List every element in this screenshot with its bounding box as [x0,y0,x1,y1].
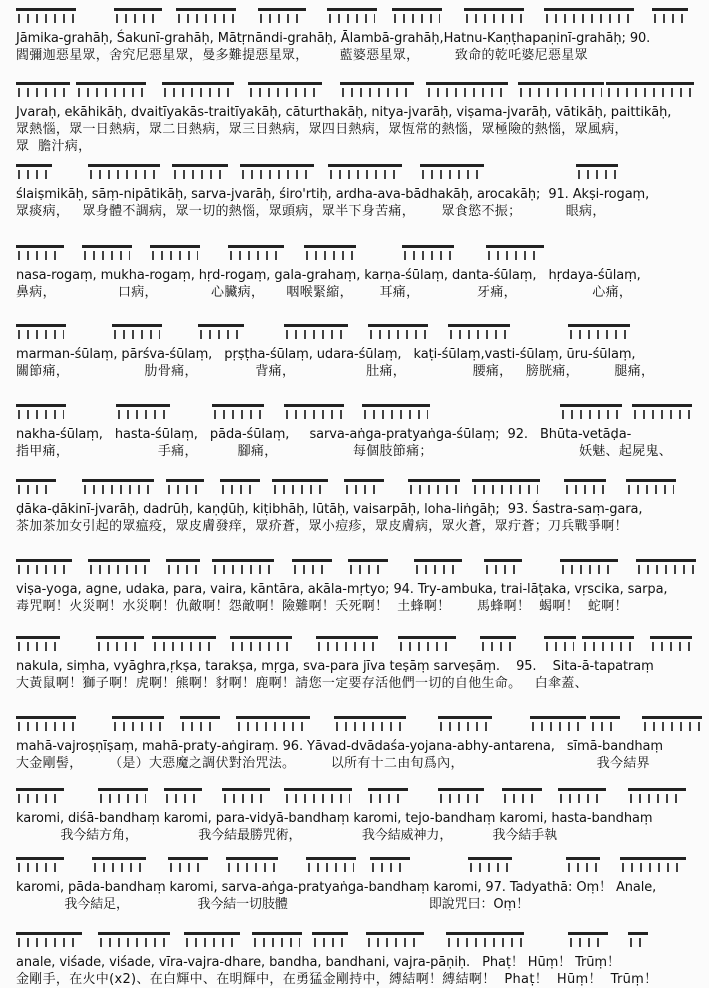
siddham-glyph-word [98,932,170,951]
siddham-glyph-word [236,716,310,735]
siddham-glyph-word [628,788,686,807]
chinese-translation-line: 指甲痛， 手痛， 腳痛， 每個肢節痛； 妖魅、起屍鬼、 [16,444,673,459]
transliteration-line: marman-śūlaṃ, pārśva-śūlaṃ, pṛṣṭha-śūlaṃ, udara-śūlaṃ, kaṭi-śūlaṃ,vasti-śūlaṃ, ūru-śūlaṃ, [16,347,636,362]
siddham-glyph-word [116,404,170,423]
siddham-glyph-word [184,932,240,951]
siddham-glyph-word [230,636,292,655]
siddham-glyph-word [327,8,377,27]
siddham-glyph-word [176,8,236,27]
siddham-glyph-word [284,404,344,423]
siddham-glyph-word [560,559,618,578]
siddham-glyph-word [448,324,510,343]
siddham-glyph-word [334,716,406,735]
siddham-script-line [16,475,698,501]
siddham-glyph-word [16,324,66,343]
siddham-glyph-word [82,479,154,498]
siddham-script-line [16,320,698,346]
verse-stanza [16,475,698,535]
verse-stanza [16,784,698,844]
transliteration-line: mahā-vajroṣṇīṣaṃ, mahā-praty-aṅgiraṃ. 96. Yāvad-dvādaśa-yojana-abhy-antarena, sīmā-bandhaṃ [16,739,663,754]
siddham-glyph-word [112,716,164,735]
siddham-glyph-word [650,636,692,655]
siddham-glyph-word [632,404,692,423]
siddham-glyph-word [402,245,454,264]
siddham-glyph-word [272,479,328,498]
siddham-glyph-word [226,857,278,876]
transliteration-line: ḍāka-ḍākinī-jvarāḥ, dadrūḥ, kaṇḍūḥ, kiṭibhāḥ, lūtāḥ, vaisarpāḥ, loha-liṅgāḥ; 93. Śastra-saṃ-gara, [16,502,643,517]
transliteration-line: viṣa-yoga, agne, udaka, para, vaira, kāntāra, akāla-mṛtyo; 94. Try-ambuka, trai-lāṭaka, vṛscika, sarpa, [16,582,668,597]
siddham-glyph-word [258,8,306,27]
siddham-glyph-word [392,8,442,27]
siddham-glyph-word [252,932,302,951]
siddham-glyph-word [438,716,492,735]
siddham-script-line [16,712,698,738]
siddham-glyph-word [240,164,314,183]
siddham-glyph-word [582,636,634,655]
siddham-glyph-word [464,8,524,27]
siddham-glyph-word [228,245,284,264]
siddham-glyph-word [530,716,586,735]
siddham-glyph-word [212,404,264,423]
siddham-glyph-word [92,857,146,876]
siddham-glyph-word [370,857,410,876]
siddham-glyph-word [164,788,202,807]
verse-stanza [16,320,698,380]
siddham-script-line [16,632,698,658]
siddham-glyph-word [626,479,676,498]
siddham-glyph-word [16,164,52,183]
siddham-glyph-word [518,82,604,101]
siddham-glyph-word [112,324,162,343]
transliteration-line: 我今結足， 我今結一切肢體 即說咒曰：Oṃ！ [16,897,529,912]
siddham-glyph-word [284,788,352,807]
siddham-glyph-word [16,559,72,578]
siddham-glyph-word [344,479,384,498]
siddham-glyph-word [212,559,274,578]
siddham-glyph-word [166,479,204,498]
siddham-glyph-word [566,857,600,876]
siddham-glyph-word [316,636,378,655]
siddham-glyph-word [652,8,688,27]
siddham-glyph-word [88,164,160,183]
transliteration-line: karomi, diśā-bandhaṃ karomi, para-vidyā-bandhaṃ karomi, tejo-bandhaṃ karomi, hasta-bandhaṃ [16,811,653,826]
siddham-glyph-word [576,164,618,183]
siddham-glyph-word [16,636,60,655]
siddham-script-line [16,555,698,581]
siddham-glyph-word [16,932,82,951]
siddham-glyph-word [96,636,144,655]
siddham-glyph-word [558,788,606,807]
siddham-glyph-word [368,788,408,807]
siddham-glyph-word [408,479,460,498]
chinese-translation-line: 茶加茶加女引起的眾瘟疫，眾皮膚發痒，眾疥蒼，眾小痘疹，眾皮膚病，眾火蒼，眾疔蒼；刀兵戰爭啊！ [16,519,628,534]
siddham-glyph-word [642,716,702,735]
siddham-script-line [16,160,698,186]
siddham-script-line [16,853,698,879]
siddham-glyph-word [328,164,402,183]
siddham-glyph-word [16,857,64,876]
siddham-glyph-word [16,82,70,101]
siddham-glyph-word [564,479,606,498]
siddham-glyph-word [468,857,512,876]
siddham-script-line [16,928,698,954]
chinese-translation-line: 閻彌迦惡星眾，舍究尼惡星眾，曼多難提惡星眾， 藍婆惡星眾， 致命的乾吒婆尼惡星眾 [16,48,588,63]
transliteration-line: ślaiṣmikāḥ, sāṃ-nipātikāḥ, sarva-jvarāḥ, śiro'rtiḥ, ardha-ava-bādhakāḥ, arocakāḥ; 91. Akṣi-rogaṃ, [16,187,650,202]
siddham-glyph-word [484,559,522,578]
siddham-glyph-word [340,82,414,101]
siddham-glyph-word [198,324,244,343]
siddham-script-line [16,400,698,426]
siddham-glyph-word [172,164,228,183]
siddham-glyph-word [348,559,388,578]
siddham-glyph-word [312,932,348,951]
chinese-translation-line: 毒咒啊！火災啊！水災啊！仇敵啊！怨敵啊！險難啊！夭死啊！ 土蜂啊！ 馬蜂啊！ 蝎啊！ 蛇啊！ [16,599,628,614]
chinese-translation-line: 大黃鼠啊！獅子啊！虎啊！熊啊！豺啊！鹿啊！請您一定要存活他們一切的自他生命。 白傘蓋、 [16,676,588,691]
verse-stanza [16,4,698,64]
siddham-glyph-word [16,479,56,498]
transliteration-line: nakha-śūlaṃ, hasta-śūlaṃ, pāda-śūlaṃ, sarva-aṅga-pratyaṅga-śūlaṃ; 92. Bhūta-vetāḍa- [16,427,632,442]
siddham-glyph-word [414,559,462,578]
siddham-glyph-word [306,857,356,876]
siddham-glyph-word [150,245,200,264]
siddham-glyph-word [248,82,322,101]
siddham-glyph-word [366,932,424,951]
siddham-glyph-word [398,636,456,655]
transliteration-line: 我今結方角， 我今結最勝咒術， 我今結威神力， 我今結手執 [16,828,558,843]
siddham-glyph-word [114,8,162,27]
chinese-translation-line: 眾熱惱，眾一日熱病，眾二日熱病，眾三日熱病，眾四日熱病，眾恆常的熱惱，眾極險的熱惱，眾風病， [16,122,628,137]
siddham-glyph-word [502,788,542,807]
verse-stanza [16,712,698,772]
siddham-glyph-word [16,245,64,264]
siddham-glyph-word [362,404,430,423]
chinese-translation-line: 眾 膽汁病， [16,139,92,154]
siddham-glyph-word [446,932,524,951]
siddham-glyph-word [88,559,150,578]
siddham-glyph-word [480,636,516,655]
siddham-glyph-word [98,788,148,807]
siddham-glyph-word [82,245,132,264]
siddham-glyph-word [472,479,540,498]
transliteration-line: nakula, siṃha, vyāghra,ṛkṣa, tarakṣa, mṛga, sva-para jīva teṣāṃ sarveṣāṃ. 95. Sita-ā-tapatraṃ [16,659,654,674]
chinese-translation-line: 眾痰病， 眾身體不調病，眾一切的熱惱，眾頭病，眾半下身苦痛， 眾食慾不振； 眼病， [16,204,606,219]
chinese-translation-line: 關節痛， 肋骨痛， 背痛， 肚痛， 腰痛， 膀胱痛， 腿痛， [16,364,655,379]
verse-stanza [16,400,698,460]
siddham-glyph-word [544,636,576,655]
siddham-glyph-word [180,716,220,735]
transliteration-line: karomi, pāda-bandhaṃ karomi, sarva-aṅga-pratyaṅga-bandhaṃ karomi, 97. Tadyathā: Oṃ！ Anale, [16,880,657,895]
chinese-translation-line: 金剛手，在火中(x2)、在白輝中、在明輝中，在勇猛金剛持中，縛結啊！縛結啊！ Phaṭ！ Hūṃ！ Trūṃ！ [16,972,658,987]
siddham-glyph-word [560,404,622,423]
siddham-glyph-word [438,788,484,807]
siddham-script-line [16,241,698,267]
verse-stanza [16,632,698,692]
siddham-glyph-word [620,857,686,876]
chinese-translation-line: 鼻病， 口病， 心臟病， 咽喉緊縮， 耳痛， 牙痛， 心痛， [16,285,633,300]
siddham-glyph-word [426,82,508,101]
siddham-glyph-word [368,324,428,343]
siddham-glyph-word [76,82,146,101]
siddham-glyph-word [284,324,348,343]
transliteration-line: Jvaraḥ, ekāhikāḥ, dvaitīyakās-traitīyakāḥ, cāturthakāḥ, nitya-jvarāḥ, viṣama-jvarāḥ, vātikāḥ, paittikāḥ, [16,105,672,120]
siddham-glyph-word [486,245,544,264]
siddham-script-line [16,78,698,104]
siddham-glyph-word [166,559,200,578]
verse-stanza [16,853,698,913]
siddham-glyph-word [606,82,694,101]
siddham-glyph-word [16,8,76,27]
siddham-glyph-word [16,788,64,807]
siddham-glyph-word [152,636,216,655]
siddham-glyph-word [590,716,620,735]
verse-stanza [16,928,698,988]
siddham-glyph-word [162,82,234,101]
siddham-glyph-word [628,932,648,951]
siddham-script-line [16,4,698,30]
siddham-glyph-word [568,932,608,951]
verse-stanza [16,241,698,301]
siddham-glyph-word [222,788,270,807]
siddham-script-line [16,784,698,810]
siddham-glyph-word [636,559,696,578]
verse-stanza [16,555,698,615]
verse-stanza [16,160,698,220]
siddham-glyph-word [168,857,208,876]
siddham-glyph-word [292,559,332,578]
verse-stanza [16,78,698,155]
chinese-translation-line: 大金剛髻， （是）大惡魔之調伏對治咒法。 以所有十二由旬爲內， 我今結界 [16,756,650,771]
transliteration-line: anale, viśade, viśade, vīra-vajra-dhare, bandha, bandhani, vajra-pāṇiḥ. Phaṭ！ Hūṃ！ Trūṃ！ [16,955,620,970]
siddham-glyph-word [16,404,66,423]
siddham-glyph-word [16,716,76,735]
siddham-glyph-word [544,8,634,27]
siddham-glyph-word [220,479,260,498]
transliteration-line: nasa-rogaṃ, mukha-rogaṃ, hṛd-rogaṃ, gala-grahaṃ, karṇa-śūlaṃ, danta-śūlaṃ, hṛdaya-śūlaṃ, [16,268,641,283]
siddham-glyph-word [568,324,630,343]
transliteration-line: Jāmika-grahāḥ, Śakunī-grahāḥ, Mātṛnāndi-grahāḥ, Ālambā-grahāḥ,Hatnu-Kaṇṭhapaṇinī-grahāḥ; 90. [16,31,651,46]
siddham-glyph-word [420,164,484,183]
siddham-glyph-word [304,245,356,264]
